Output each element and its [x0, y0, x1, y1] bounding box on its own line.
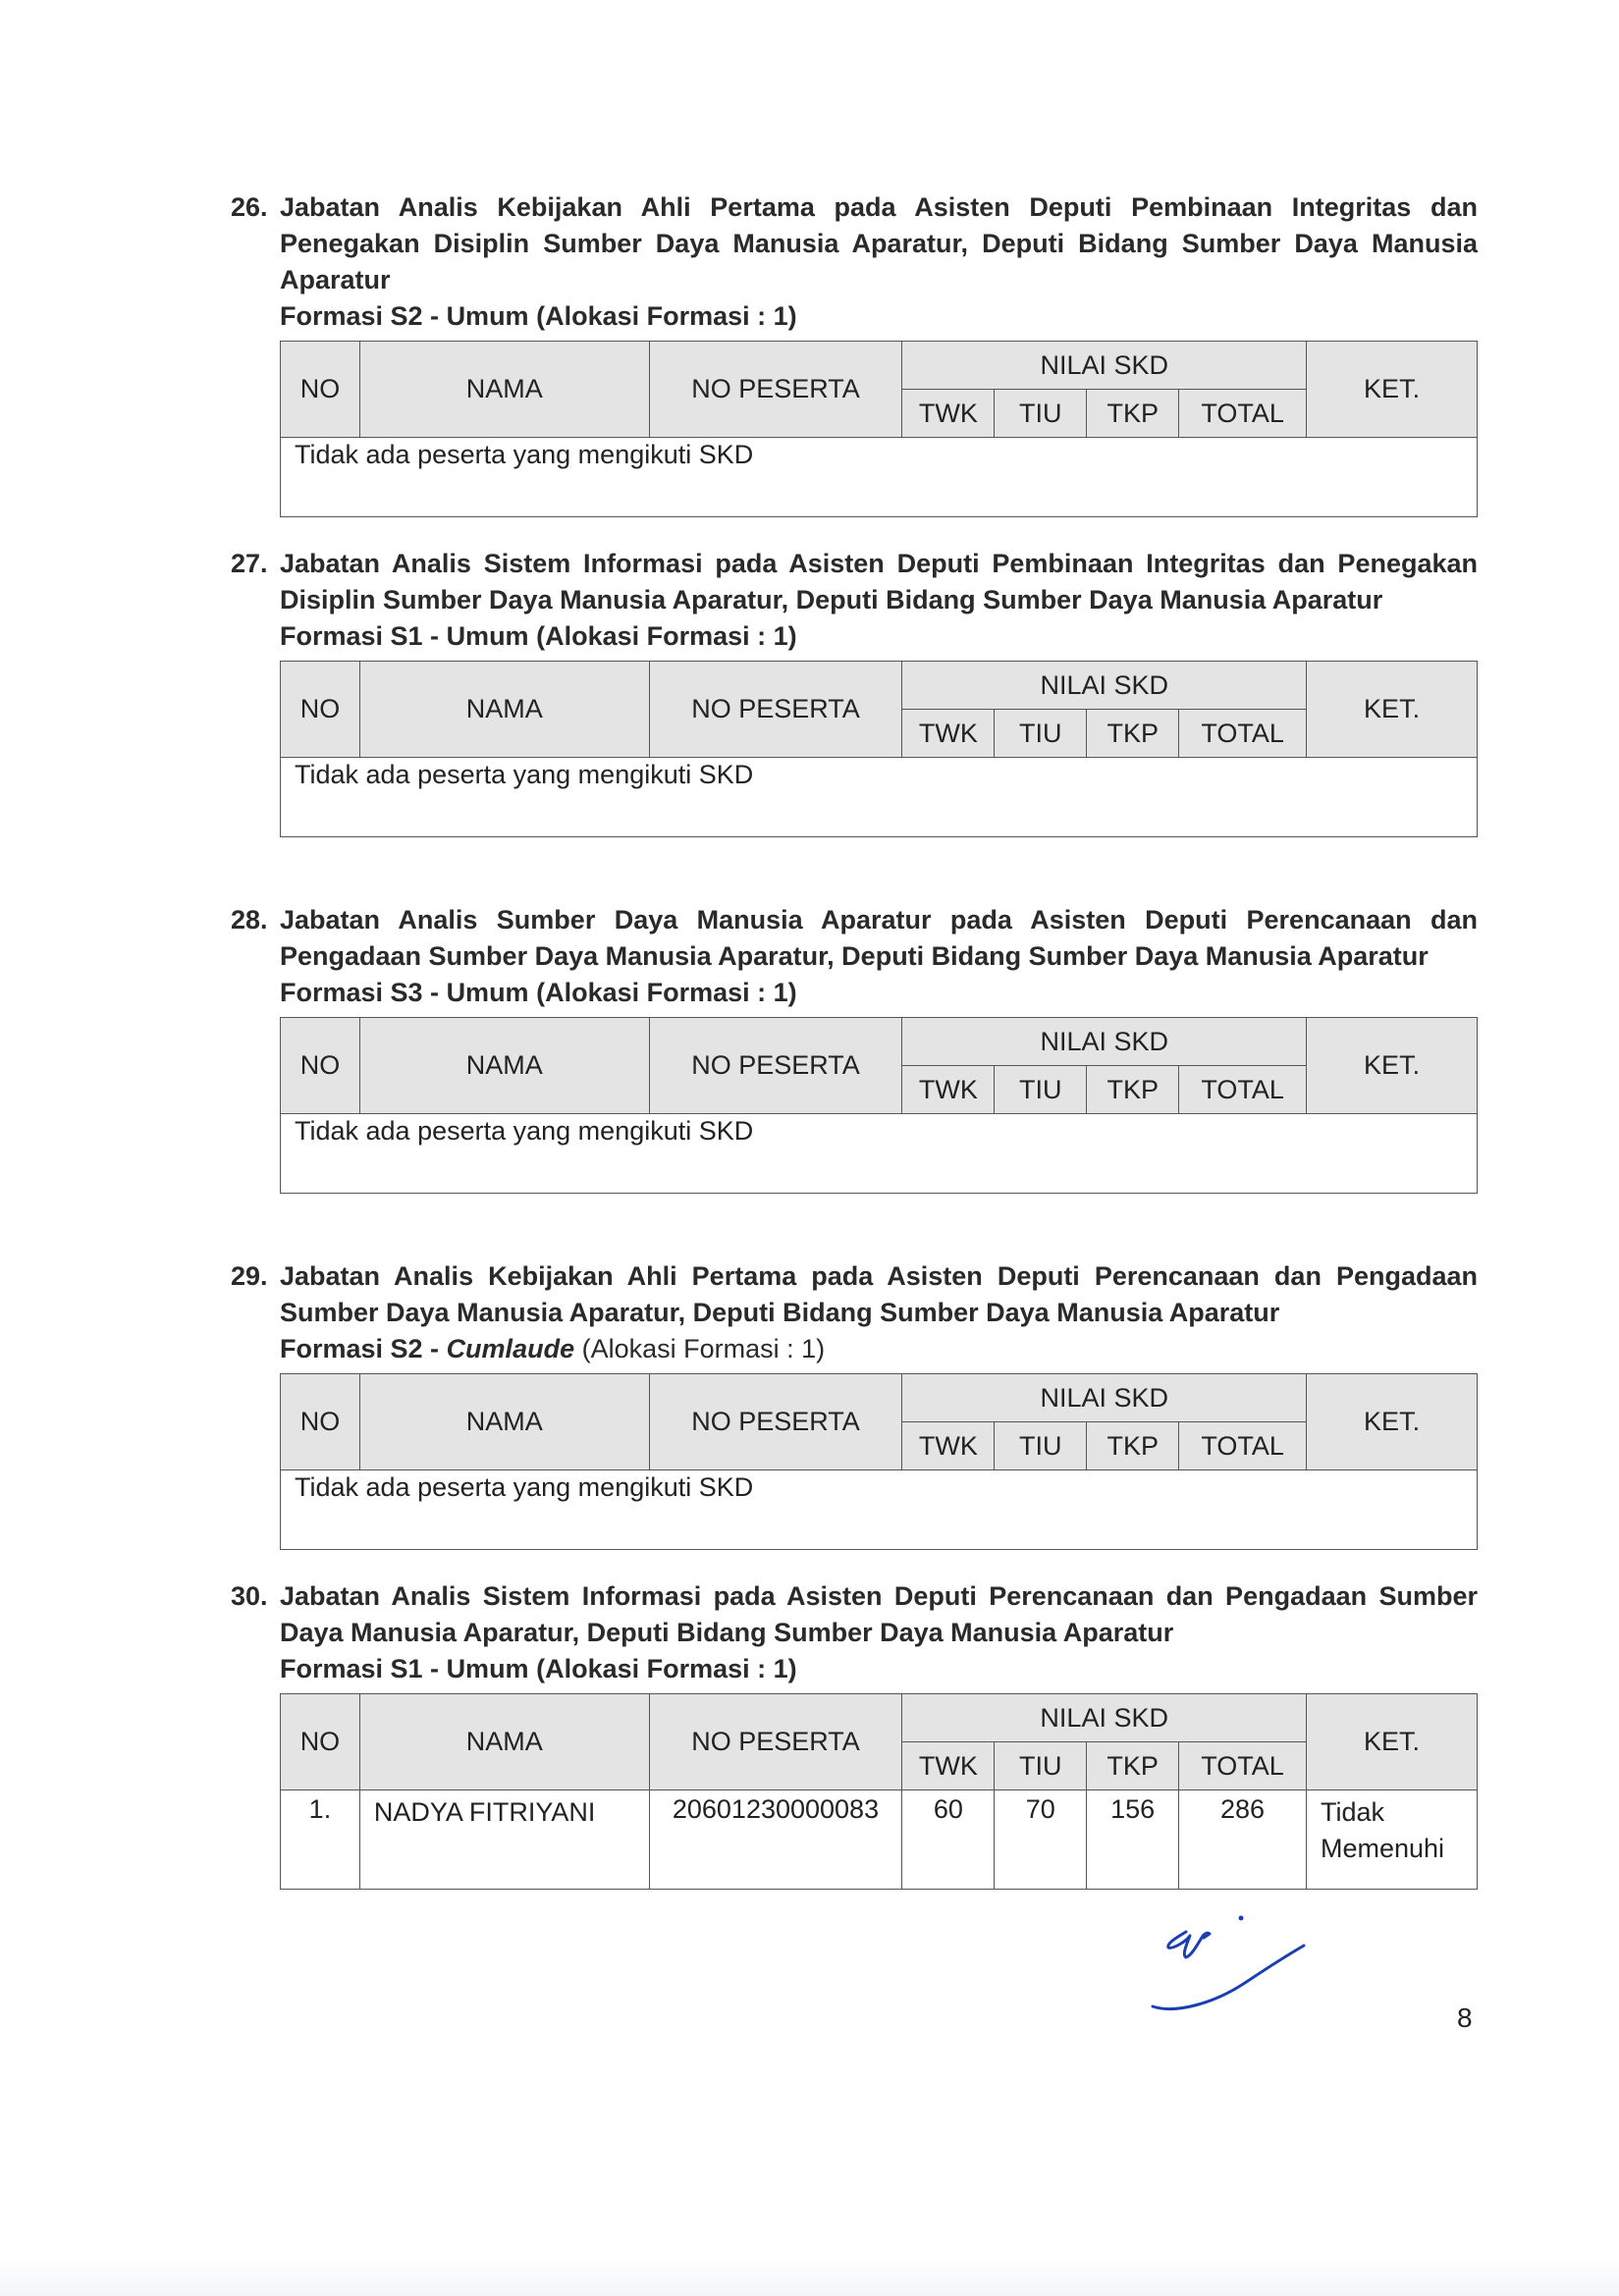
section-number: 28. — [231, 905, 268, 934]
header-tkp: TKP — [1087, 1742, 1179, 1790]
signature-mark — [1147, 1904, 1323, 2027]
formasi-prefix: Formasi S3 - — [280, 978, 447, 1007]
section-30 — [231, 1578, 1478, 1890]
section-29 — [231, 1258, 1478, 1550]
header-total: TOTAL — [1179, 710, 1307, 758]
formasi-prefix: Formasi S2 - — [280, 1334, 447, 1363]
header-twk: TWK — [902, 1742, 995, 1790]
section-27 — [231, 546, 1478, 837]
page-number: 8 — [1457, 2002, 1473, 2033]
no-participants-text: Tidak ada peserta yang mengikuti SKD — [281, 1470, 1478, 1550]
header-nama: NAMA — [359, 1694, 649, 1790]
section-title: Jabatan Analis Sumber Daya Manusia Aparatur pada Asisten Deputi Perencanaan dan Pengadaan Sumber Daya Manusia Aparatur, Deputi Bidang Sumber Daya Manusia Aparatur — [280, 905, 1478, 971]
section-title: Jabatan Analis Sistem Informasi pada Asisten Deputi Perencanaan dan Pengadaan Sumber Daya Manusia Aparatur, Deputi Bidang Sumber Daya Manusia Aparatur — [280, 1581, 1478, 1647]
header-nilai-skd: NILAI SKD — [902, 1694, 1307, 1742]
formasi-prefix: Formasi S2 - — [280, 301, 447, 331]
header-no: NO — [281, 1694, 360, 1790]
header-tiu: TIU — [995, 1066, 1087, 1114]
formasi-mode: Umum — [446, 621, 529, 651]
cell-twk: 60 — [902, 1790, 995, 1890]
skd-table — [280, 1017, 1478, 1194]
table-header-row — [281, 662, 1478, 710]
table-row — [281, 1470, 1478, 1550]
section-heading — [231, 1578, 1478, 1651]
section-number: 30. — [231, 1581, 268, 1611]
formasi-line — [280, 1651, 1478, 1687]
skd-table — [280, 1373, 1478, 1550]
header-nilai-skd: NILAI SKD — [902, 1374, 1307, 1422]
header-nilai-skd: NILAI SKD — [902, 342, 1307, 390]
section-title: Jabatan Analis Sistem Informasi pada Asisten Deputi Pembinaan Integritas dan Penegakan Disiplin Sumber Daya Manusia Aparatur, Deputi Bidang Sumber Daya Manusia Aparatur — [280, 549, 1478, 614]
table-row — [281, 758, 1478, 837]
header-no-peserta: NO PESERTA — [649, 1374, 902, 1470]
header-twk: TWK — [902, 710, 995, 758]
header-total: TOTAL — [1179, 1066, 1307, 1114]
section-heading — [231, 1258, 1478, 1331]
header-ket: KET. — [1306, 1694, 1477, 1790]
cell-ket: Tidak Memenuhi — [1306, 1790, 1477, 1890]
formasi-line — [280, 1331, 1478, 1367]
header-no: NO — [281, 1018, 360, 1114]
table-row — [281, 1114, 1478, 1194]
header-no-peserta: NO PESERTA — [649, 662, 902, 758]
formasi-line — [280, 618, 1478, 655]
table-header-row — [281, 342, 1478, 390]
cell-tkp: 156 — [1087, 1790, 1179, 1890]
table-header-row — [281, 1018, 1478, 1066]
cell-no-peserta: 20601230000083 — [649, 1790, 902, 1890]
section-heading — [231, 902, 1478, 975]
header-nama: NAMA — [359, 662, 649, 758]
formasi-mode: Umum — [446, 978, 529, 1007]
cell-total: 286 — [1179, 1790, 1307, 1890]
header-tkp: TKP — [1087, 710, 1179, 758]
formasi-mode: Cumlaude — [446, 1334, 575, 1363]
formasi-prefix: Formasi S1 - — [280, 621, 447, 651]
formasi-mode: Umum — [446, 301, 529, 331]
formasi-mode: Umum — [446, 1654, 529, 1683]
header-no: NO — [281, 342, 360, 438]
formasi-line — [280, 298, 1478, 335]
header-nilai-skd: NILAI SKD — [902, 1018, 1307, 1066]
cell-tiu: 70 — [995, 1790, 1087, 1890]
header-tiu: TIU — [995, 390, 1087, 438]
formasi-prefix: Formasi S1 - — [280, 1654, 447, 1683]
header-tkp: TKP — [1087, 1422, 1179, 1470]
cell-nama: NADYA FITRIYANI — [359, 1790, 649, 1890]
header-no-peserta: NO PESERTA — [649, 1694, 902, 1790]
header-tkp: TKP — [1087, 1066, 1179, 1114]
header-ket: KET. — [1307, 662, 1478, 758]
skd-table — [280, 341, 1478, 517]
section-26 — [231, 189, 1478, 517]
header-total: TOTAL — [1179, 390, 1307, 438]
header-total: TOTAL — [1179, 1422, 1307, 1470]
header-nama: NAMA — [359, 1018, 649, 1114]
skd-table — [280, 1693, 1478, 1890]
section-title: Jabatan Analis Kebijakan Ahli Pertama pada Asisten Deputi Pembinaan Integritas dan Penegakan Disiplin Sumber Daya Manusia Aparatur, Deputi Bidang Sumber Daya Manusia Aparatur — [280, 192, 1478, 294]
header-total: TOTAL — [1179, 1742, 1307, 1790]
header-ket: KET. — [1307, 1018, 1478, 1114]
table-header-row — [281, 1694, 1478, 1742]
formasi-line — [280, 975, 1478, 1011]
header-nama: NAMA — [359, 342, 649, 438]
section-heading — [231, 546, 1478, 618]
formasi-suffix: (Alokasi Formasi : 1) — [528, 1654, 797, 1683]
header-tiu: TIU — [995, 1422, 1087, 1470]
formasi-suffix: (Alokasi Formasi : 1) — [528, 621, 797, 651]
header-twk: TWK — [902, 1422, 995, 1470]
header-nilai-skd: NILAI SKD — [902, 662, 1307, 710]
section-number: 27. — [231, 549, 268, 578]
section-title: Jabatan Analis Kebijakan Ahli Pertama pada Asisten Deputi Perencanaan dan Pengadaan Sumber Daya Manusia Aparatur, Deputi Bidang Sumber Daya Manusia Aparatur — [280, 1261, 1478, 1327]
header-no-peserta: NO PESERTA — [649, 1018, 902, 1114]
cell-no: 1. — [281, 1790, 360, 1890]
skd-table — [280, 661, 1478, 837]
header-tiu: TIU — [995, 1742, 1087, 1790]
table-row — [281, 438, 1478, 517]
section-number: 26. — [231, 192, 268, 222]
header-twk: TWK — [902, 1066, 995, 1114]
header-no-peserta: NO PESERTA — [649, 342, 902, 438]
section-28 — [231, 902, 1478, 1194]
header-nama: NAMA — [359, 1374, 649, 1470]
header-tiu: TIU — [995, 710, 1087, 758]
header-twk: TWK — [902, 390, 995, 438]
table-header-row — [281, 1374, 1478, 1422]
header-no: NO — [281, 1374, 360, 1470]
formasi-suffix: (Alokasi Formasi : 1) — [574, 1334, 826, 1363]
no-participants-text: Tidak ada peserta yang mengikuti SKD — [281, 758, 1478, 837]
header-tkp: TKP — [1087, 390, 1179, 438]
no-participants-text: Tidak ada peserta yang mengikuti SKD — [281, 1114, 1478, 1194]
header-ket: KET. — [1307, 1374, 1478, 1470]
no-participants-text: Tidak ada peserta yang mengikuti SKD — [281, 438, 1478, 517]
header-ket: KET. — [1307, 342, 1478, 438]
formasi-suffix: (Alokasi Formasi : 1) — [528, 301, 797, 331]
signature-icon — [1147, 1904, 1323, 2022]
scan-edge-shadow — [0, 2257, 1619, 2296]
header-no: NO — [281, 662, 360, 758]
table-row — [281, 1790, 1478, 1890]
section-heading — [231, 189, 1478, 298]
section-number: 29. — [231, 1261, 268, 1291]
formasi-suffix: (Alokasi Formasi : 1) — [528, 978, 797, 1007]
